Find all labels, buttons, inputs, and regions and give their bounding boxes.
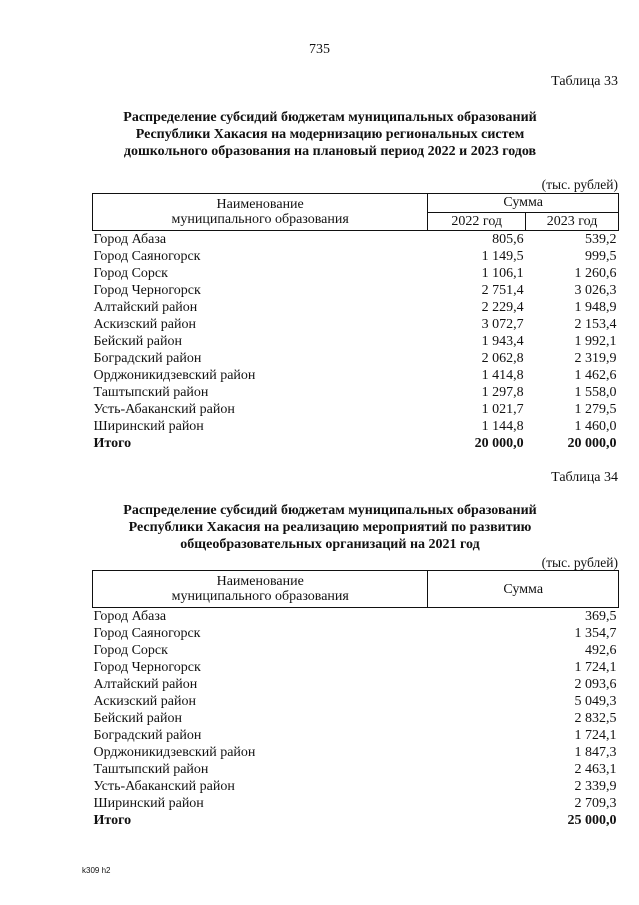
municipality-name: Боградский район xyxy=(93,351,202,366)
total-row xyxy=(93,812,619,829)
table33-header-name xyxy=(93,194,428,231)
municipality-name: Город Сорск xyxy=(93,643,168,658)
footer-code: k309 h2 xyxy=(82,866,111,875)
amount-2023: 539,2 xyxy=(585,232,617,247)
amount-2023: 1 558,0 xyxy=(574,385,617,400)
municipality-name: Аскизский район xyxy=(93,694,196,709)
header-name-line: Наименование xyxy=(216,197,304,212)
amount-2022: 1 149,5 xyxy=(481,249,524,264)
amount-2022: 1 144,8 xyxy=(481,419,524,434)
table34-title-line: Республики Хакасия на реализацию мероприятий по развитию xyxy=(128,520,532,535)
total-2023: 20 000,0 xyxy=(567,436,617,451)
table33-body xyxy=(93,231,619,453)
amount-2023: 2 153,4 xyxy=(574,317,617,332)
table33-title-line: Распределение субсидий бюджетам муниципальных образований xyxy=(123,110,537,125)
municipality-name: Ширинский район xyxy=(93,796,204,811)
table33-title xyxy=(60,109,600,160)
table33-header-year: 2023 год xyxy=(526,212,619,231)
amount-2021: 2 339,9 xyxy=(574,779,617,794)
amount-2023: 1 460,0 xyxy=(574,419,617,434)
municipality-name: Город Черногорск xyxy=(93,660,201,675)
table33 xyxy=(92,193,619,452)
amount-2022: 805,6 xyxy=(492,232,524,247)
municipality-name: Город Саяногорск xyxy=(93,249,201,264)
amount-2021: 1 354,7 xyxy=(574,626,617,641)
amount-2022: 1 414,8 xyxy=(481,368,524,383)
table34-header-sum: Сумма xyxy=(428,571,619,608)
table-row xyxy=(93,710,619,727)
municipality-name: Орджоникидзевский район xyxy=(93,745,256,760)
table-row xyxy=(93,778,619,795)
amount-2021: 1 847,3 xyxy=(574,745,617,760)
amount-2023: 3 026,3 xyxy=(574,283,617,298)
municipality-name: Таштыпский район xyxy=(93,762,209,777)
table-row xyxy=(93,608,619,626)
total-row xyxy=(93,435,619,452)
header-name-line: муниципального образования xyxy=(171,212,349,227)
table-row xyxy=(93,676,619,693)
amount-2022: 1 021,7 xyxy=(481,402,524,417)
municipality-name: Аскизский район xyxy=(93,317,196,332)
table-row xyxy=(93,744,619,761)
table34-title-line: общеобразовательных организаций на 2021 год xyxy=(180,537,480,552)
amount-2023: 2 319,9 xyxy=(574,351,617,366)
amount-2022: 1 106,1 xyxy=(481,266,524,281)
table34 xyxy=(92,570,619,829)
table34-title-line: Распределение субсидий бюджетам муниципальных образований xyxy=(123,503,537,518)
municipality-name: Город Абаза xyxy=(93,609,167,624)
municipality-name: Орджоникидзевский район xyxy=(93,368,256,383)
header-name-line: Наименование xyxy=(216,574,304,589)
amount-2023: 1 992,1 xyxy=(574,334,617,349)
page-number: 735 xyxy=(309,42,330,57)
amount-2022: 1 297,8 xyxy=(481,385,524,400)
municipality-name: Усть-Абаканский район xyxy=(93,402,235,417)
amount-2021: 492,6 xyxy=(585,643,617,658)
table34-title xyxy=(60,502,600,553)
municipality-name: Город Черногорск xyxy=(93,283,201,298)
amount-2023: 999,5 xyxy=(585,249,617,264)
amount-2023: 1 948,9 xyxy=(574,300,617,315)
amount-2021: 1 724,1 xyxy=(574,660,617,675)
amount-2021: 2 709,3 xyxy=(574,796,617,811)
table-row xyxy=(93,795,619,812)
table-row xyxy=(93,367,619,384)
municipality-name: Город Саяногорск xyxy=(93,626,201,641)
table-row xyxy=(93,727,619,744)
table-row xyxy=(93,693,619,710)
header-name-line: муниципального образования xyxy=(171,589,349,604)
amount-2021: 1 724,1 xyxy=(574,728,617,743)
total-label: Итого xyxy=(93,813,132,828)
table33-title-line: дошкольного образования на плановый период 2022 и 2023 годов xyxy=(123,144,537,159)
table-row xyxy=(93,316,619,333)
amount-2023: 1 279,5 xyxy=(574,402,617,417)
municipality-name: Алтайский район xyxy=(93,677,198,692)
table-row xyxy=(93,418,619,435)
municipality-name: Ширинский район xyxy=(93,419,204,434)
amount-2022: 3 072,7 xyxy=(481,317,524,332)
table-row xyxy=(93,642,619,659)
municipality-name: Усть-Абаканский район xyxy=(93,779,235,794)
amount-2022: 2 751,4 xyxy=(481,283,524,298)
table33-label: Таблица 33 xyxy=(551,74,618,89)
municipality-name: Город Абаза xyxy=(93,232,167,247)
table-row xyxy=(93,761,619,778)
table-row xyxy=(93,231,619,249)
amount-2023: 1 462,6 xyxy=(574,368,617,383)
amount-2021: 5 049,3 xyxy=(574,694,617,709)
table-row xyxy=(93,384,619,401)
total-amount: 25 000,0 xyxy=(567,813,617,828)
municipality-name: Таштыпский район xyxy=(93,385,209,400)
table-row xyxy=(93,625,619,642)
table-row xyxy=(93,659,619,676)
table-row xyxy=(93,248,619,265)
total-2022: 20 000,0 xyxy=(474,436,524,451)
municipality-name: Боградский район xyxy=(93,728,202,743)
municipality-name: Город Сорск xyxy=(93,266,168,281)
table33-header-sum: Сумма xyxy=(428,194,619,213)
amount-2021: 2 093,6 xyxy=(574,677,617,692)
municipality-name: Бейский район xyxy=(93,711,182,726)
table33-units: (тыс. рублей) xyxy=(541,177,618,192)
table-row xyxy=(93,333,619,350)
amount-2022: 1 943,4 xyxy=(481,334,524,349)
amount-2023: 1 260,6 xyxy=(574,266,617,281)
amount-2021: 2 463,1 xyxy=(574,762,617,777)
table34-units: (тыс. рублей) xyxy=(541,555,618,570)
table33-title-line: Республики Хакасия на модернизацию региональных систем xyxy=(135,127,525,142)
amount-2022: 2 229,4 xyxy=(481,300,524,315)
table-row xyxy=(93,299,619,316)
amount-2021: 2 832,5 xyxy=(574,711,617,726)
total-label: Итого xyxy=(93,436,132,451)
amount-2022: 2 062,8 xyxy=(481,351,524,366)
table-row xyxy=(93,401,619,418)
table-row xyxy=(93,265,619,282)
municipality-name: Бейский район xyxy=(93,334,182,349)
table34-body xyxy=(93,608,619,830)
amount-2021: 369,5 xyxy=(585,609,617,624)
table34-header-name xyxy=(93,571,428,608)
table33-header-year: 2022 год xyxy=(428,212,526,231)
municipality-name: Алтайский район xyxy=(93,300,198,315)
table-row xyxy=(93,350,619,367)
table34-label: Таблица 34 xyxy=(551,470,618,485)
table-row xyxy=(93,282,619,299)
